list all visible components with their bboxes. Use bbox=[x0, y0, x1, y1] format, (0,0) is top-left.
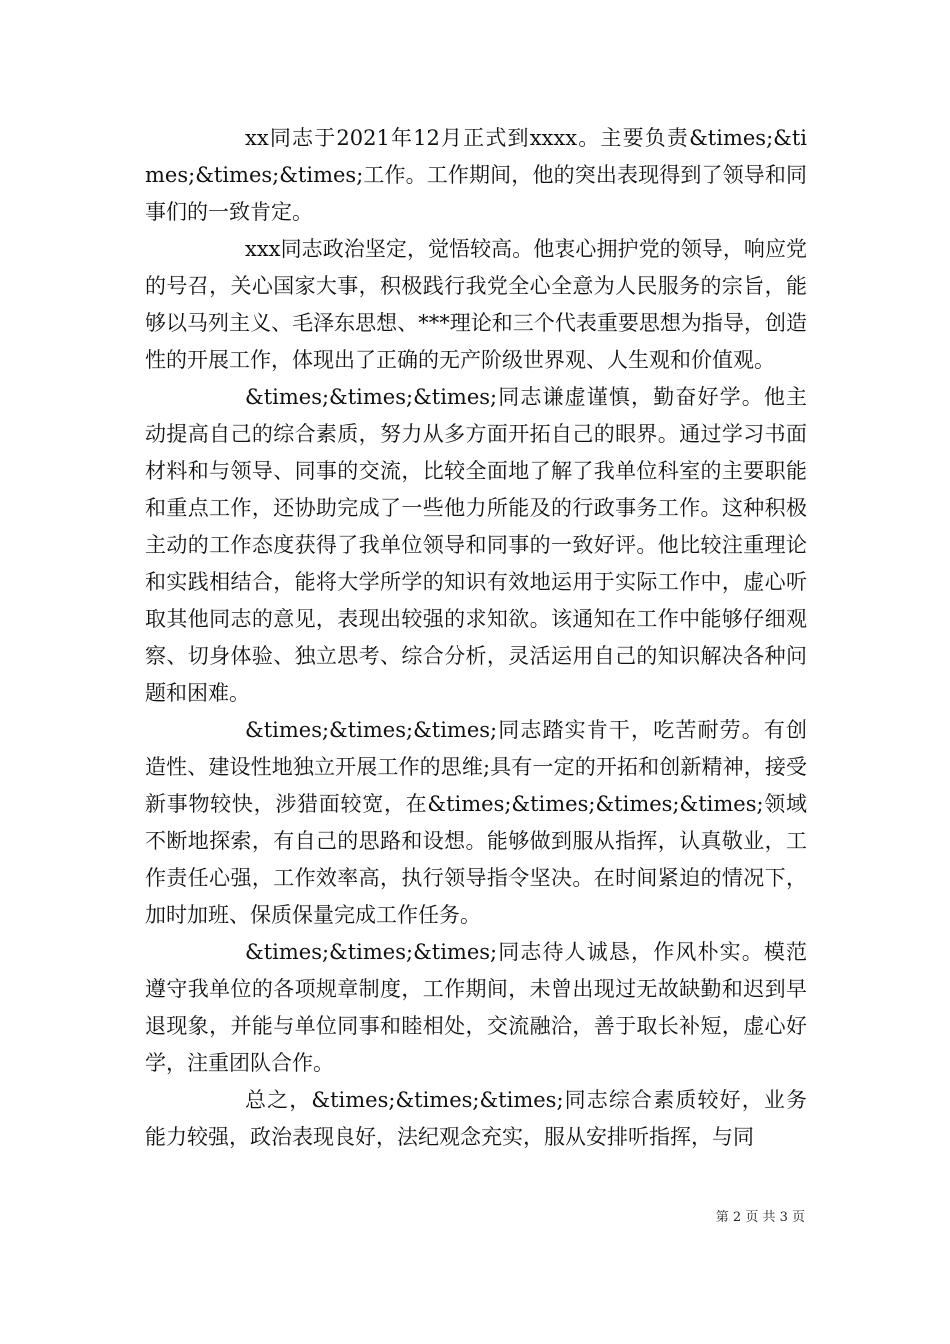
paragraph-1: xx同志于2021年12月正式到xxxx。主要负责&times;&times;&times;&times;工作。工作期间，他的突出表现得到了领导和同事们的一致肯定。 bbox=[145, 126, 807, 224]
paragraph-3: &times;&times;&times;同志谦虚谨慎，勤奋好学。他主动提高自己的综合素质，努力从多方面开拓自己的眼界。通过学习书面材料和与领导、同事的交流，比较全面地了解了我单位科室的主要职能和重点工作，还协助完成了一些他力所能及的行政事务工作。这种积极主动的工作态度获得了我单位领导和同事的一致好评。他比较注重理论和实践相结合，能将大学所学的知识有效地运用于实际工作中，虚心听取其他同志的意见，表现出较强的求知欲。该通知在工作中能够仔细观察、切身体验、独立思考、综合分析，灵活运用自己的知识解决各种问题和困难。 bbox=[145, 385, 807, 705]
paragraph-4: &times;&times;&times;同志踏实肯干，吃苦耐劳。有创造性、建设性地独立开展工作的思维;具有一定的开拓和创新精神，接受新事物较快，涉猎面较宽，在&times;&times;&times;&times;领域不断地探索，有自己的思路和设想。能够做到服从指挥，认真敬业，工作责任心强，工作效率高，执行领导指令坚决。在时间紧迫的情况下，加时加班、保质保量完成工作任务。 bbox=[145, 718, 807, 927]
paragraph-2: xxx同志政治坚定，觉悟较高。他衷心拥护党的领导，响应党的号召，关心国家大事，积极践行我党全心全意为人民服务的宗旨，能够以马列主义、毛泽东思想、***理论和三个代表重要思想为指导，创造性的开展工作，体现出了正确的无产阶级世界观、人生观和价值观。 bbox=[145, 237, 807, 372]
paragraph-6: 总之，&times;&times;&times;同志综合素质较好，业务能力较强，政治表现良好，法纪观念充实，服从安排听指挥，与同 bbox=[145, 1088, 807, 1149]
paragraph-5: &times;&times;&times;同志待人诚恳，作风朴实。模范遵守我单位的各项规章制度，工作期间，未曾出现过无故缺勤和迟到早退现象，并能与单位同事和睦相处，交流融洽，善于取长补短，虚心好学，注重团队合作。 bbox=[145, 940, 807, 1075]
page-number-footer: 第 2 页 共 3 页 bbox=[715, 1210, 805, 1225]
document-body bbox=[145, 120, 807, 1156]
